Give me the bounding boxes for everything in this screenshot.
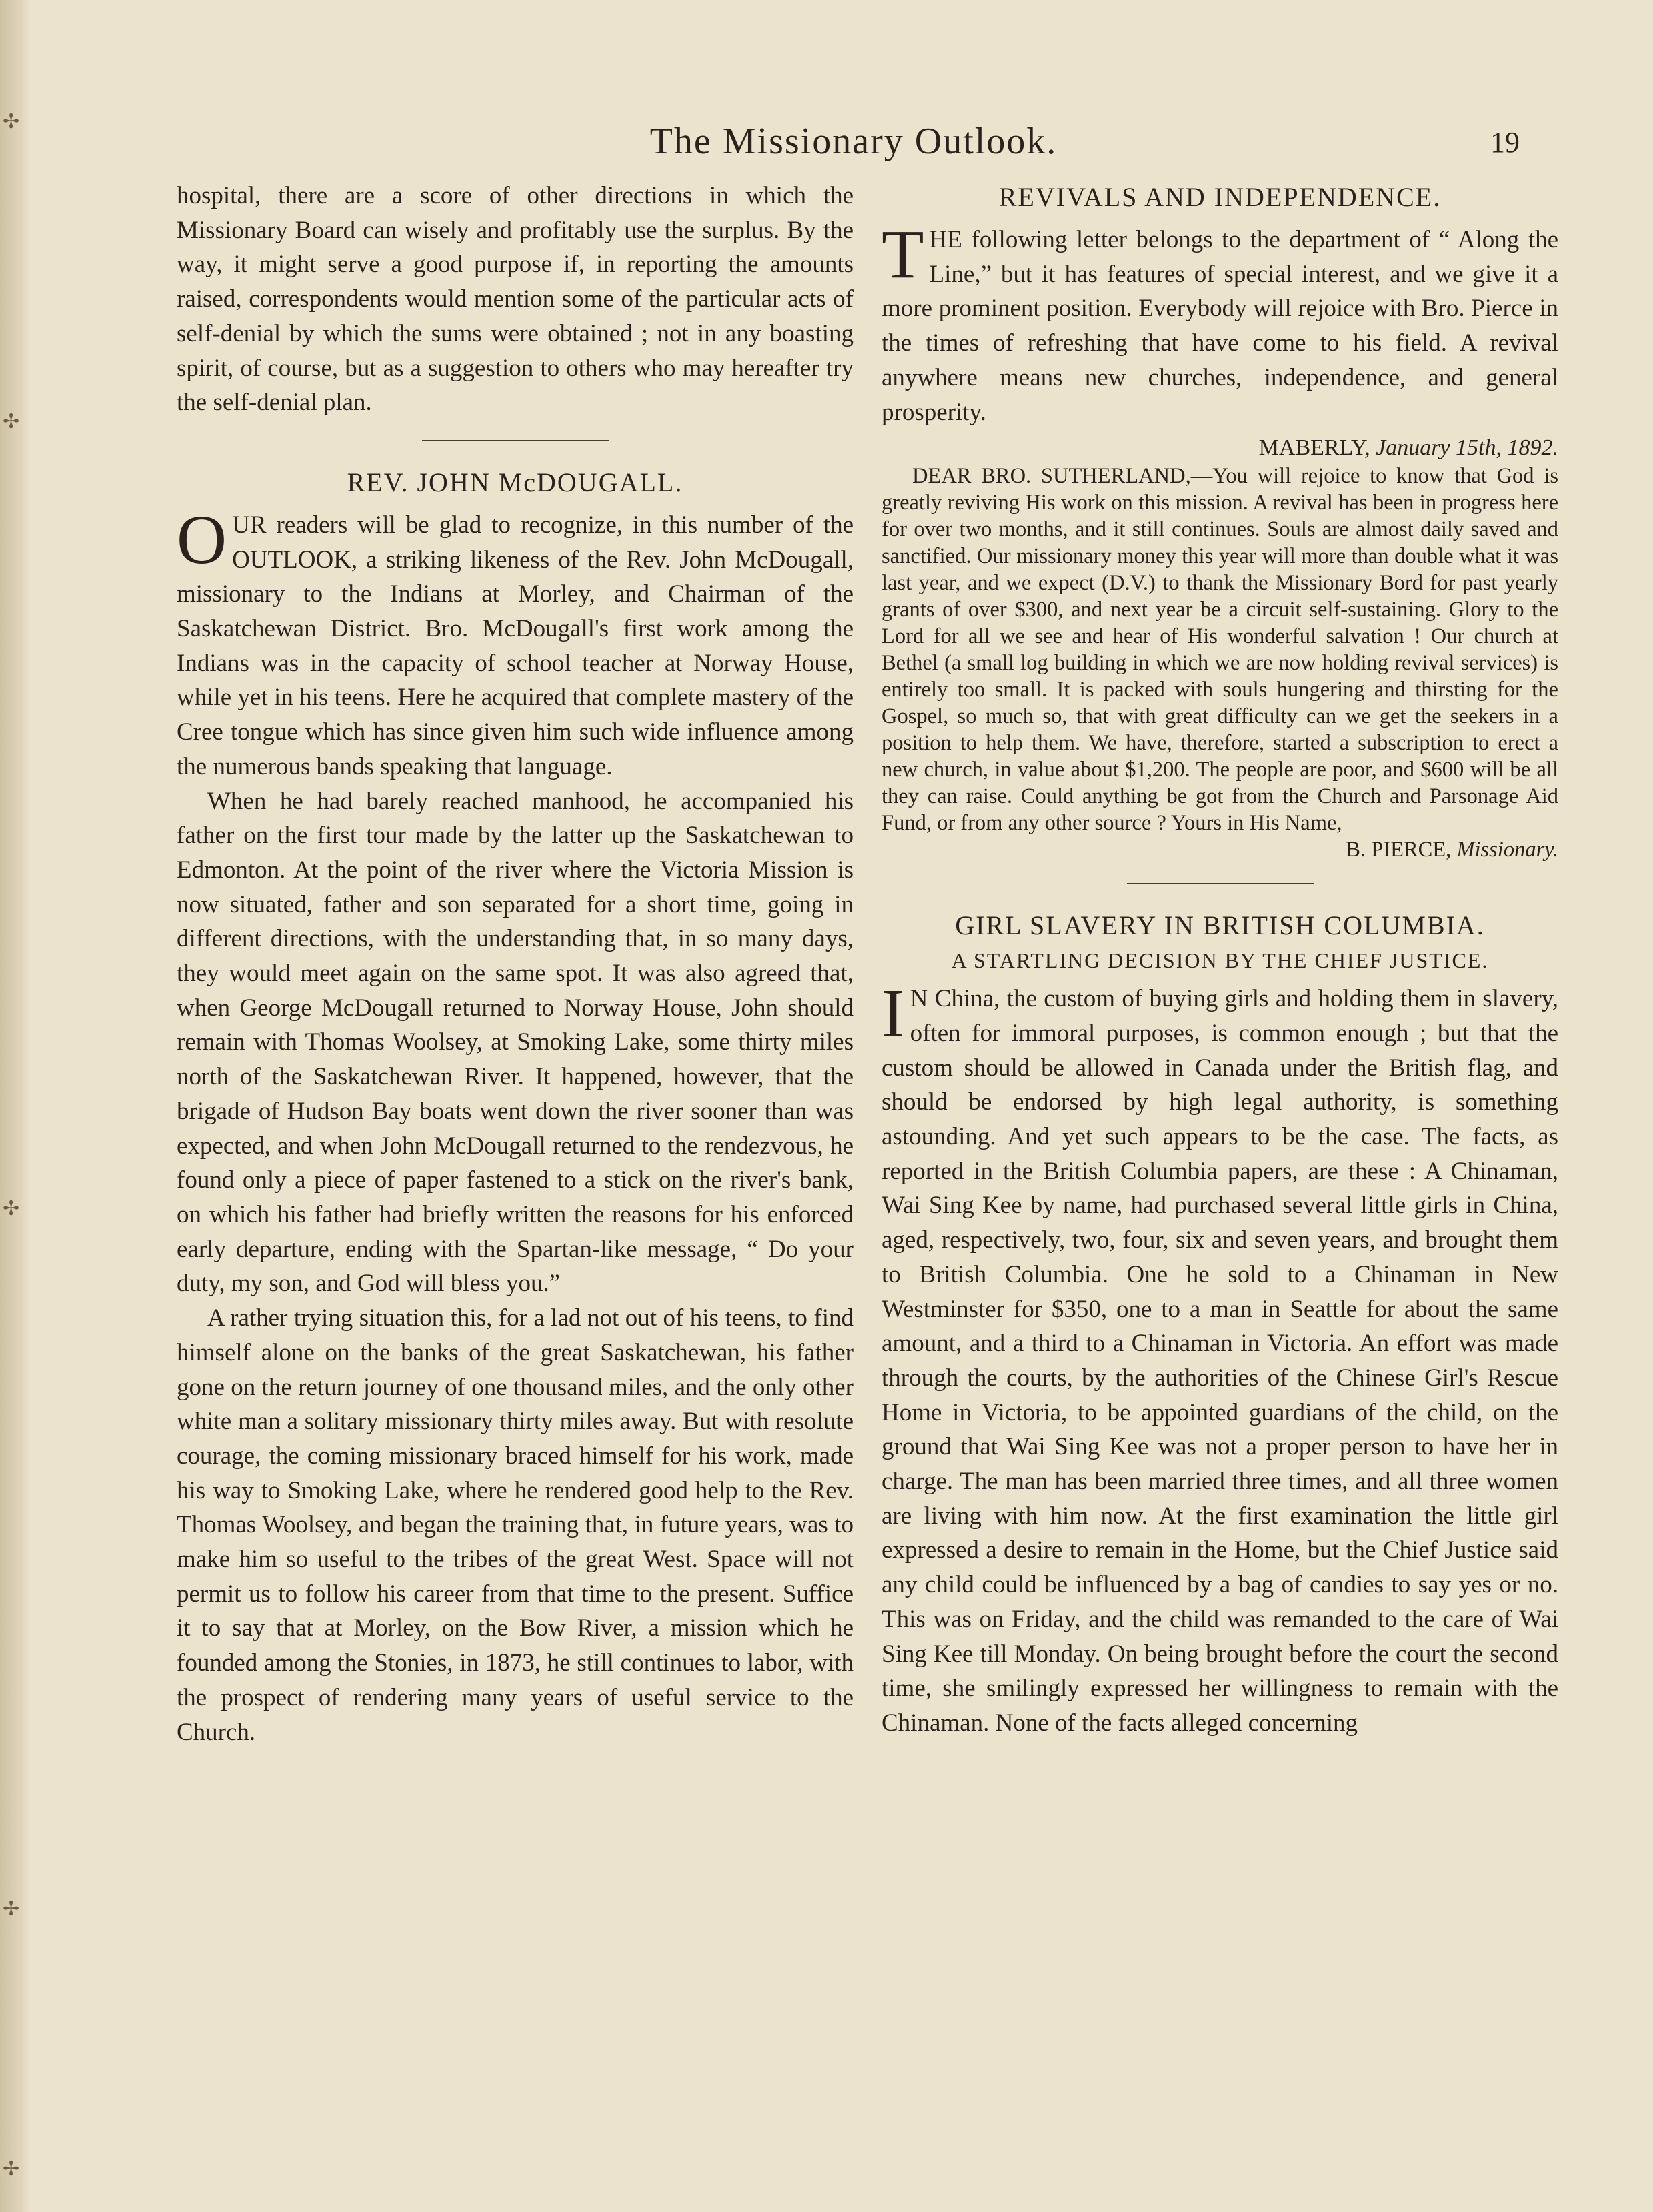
paragraph-text: readers will be glad to recognize, in this number of the OUTLOOK, a striking likeness of the Rev. John McDougall, missionary to the Indians at Morley, and Chairman of the Saskatchewan District. Bro. McDougall's first work among the Indians was in the capacity of school teacher at Norway House, while yet in his teens. Here he acquired that complete mastery of the Cree tongue which has since given him such wide influence among the numerous bands speaking that language. (177, 511, 854, 780)
section-divider (422, 440, 609, 441)
lead-caps: UR (232, 511, 267, 539)
mcdougall-paragraph-3: A rather trying situation this, for a lad not out of his teens, to find himself alone on the banks of the great Saskatchewan, his father gone on the return journey of one thousand miles, and the only other white man a solitary missionary thirty miles away. But with resolute courage, the coming missionary braced himself for his work, made his way to Smoking Lake, where he rendered good help to the Rev. Thomas Woolsey, and began the training that, in future years, was to make him so useful to the tribes of the great West. Space will not permit us to follow his career from that time to the present. Suffice it to say that at Morley, on the Bow River, a mission which he founded among the Stonies, in 1873, he still continues to labor, with the prospect of rendering many years of useful service to the Church. (177, 1304, 854, 1746)
page-header (173, 120, 1534, 167)
journal-title: The Missionary Outlook. (649, 121, 1058, 162)
revivals-intro (882, 216, 1558, 429)
drop-cap: T (882, 216, 924, 293)
continued-paragraph: hospital, there are a score of other directions in which the Missionary Board can wisely and profitably use the surplus. By the way, it might serve a good purpose if, in reporting the amounts raised, correspondents would mention some of the particular acts of self-denial by which the sums were obtained ; not in any boasting spirit, of course, but as a suggestion to others who may hereafter try the self-denial plan. (177, 182, 854, 417)
paragraph-text: following letter belongs to the department of “ Along the Line,” but it has features of special interest, and we give it a more prominent position. Everybody will rejoice with Bro. Pierce in the times of refreshing that have come to his field. A revival anywhere means new churches, independence, and general prosperity. (882, 226, 1558, 426)
mcdougall-paragraph-1 (177, 501, 854, 784)
right-column (882, 179, 1558, 1741)
letter-text: —You will rejoice to know that God is greatly reviving His work on this mission. A revival has been in progress here for over two months, and it still continues. Souls are almost daily saved and sanctified. Our missionary money this year will more than double what it was last year, and we expect (D.V.) to thank the Missionary Bord for past yearly grants of over $300, and next year be a circuit self-sustaining. Glory to the Lord for all we see and hear of His wonderful salvation ! Our church at Bethel (a small log building in which we are now holding revival services) is entirely too small. It is packed with souls hungering and thirsting for the Gospel, so much so, that with great difficulty can we get the seekers in a position to help them. We have, therefore, started a subscription to erect a new church, in value about $1,200. The people are poor, and $600 will be all they can raise. Could anything be got from the Church and Parsonage Aid Fund, or from any other source ? Yours in His Name, (882, 464, 1558, 836)
letter-signature (882, 836, 1558, 863)
section-divider (1127, 883, 1314, 884)
drop-cap: O (177, 501, 227, 578)
binding-stitch: ✢ (3, 1898, 20, 1920)
letter-dateline (882, 433, 1558, 463)
slavery-paragraph (882, 975, 1558, 1740)
page-number: 19 (1490, 126, 1520, 159)
revivals-heading: REVIVALS AND INDEPENDENCE. (998, 182, 1442, 212)
paragraph-text: China, the custom of buying girls and holding them in slavery, often for immoral purposes, is common enough ; but that the custom should be allowed in Canada under the British flag, and should be endorsed by high legal authority, is something astounding. And yet such appears to be the case. The facts, as reported in the British Columbia papers, are these : A Chinaman, Wai Sing Kee by name, had purchased several little girls in China, aged, respectively, two, four, six and seven years, and brought them to British Columbia. One he sold to a Chinaman in New Westminster for $350, one to a man in Seattle for about the same amount, and a third to a Chinaman in Victoria. An effort was made through the courts, by the authorities of the Chinese Girl's Rescue Home in Victoria, to be appointed guardians of the child, on the ground that Wai Sing Kee was not a proper person to have her in charge. The man has been married three times, and all three women are living with him now. At the first examination the little girl expressed a desire to remain in the Home, but the Chief Justice said any child could be influenced by a bag of candies to say yes or no. This was on Friday, and the child was remanded to the care of Wai Sing Kee till Monday. On being brought before the court the second time, she smilingly expressed her willingness to remain with the Chinaman. None of the facts alleged concerning (882, 985, 1558, 1737)
drop-cap: I (882, 975, 905, 1052)
binding-stitch: ✢ (3, 411, 20, 433)
dateline-date: January 15th, 1892. (1376, 435, 1558, 461)
dateline-place: MABERLY, (1258, 435, 1376, 461)
signature-title: Missionary. (1456, 838, 1558, 862)
lead-caps: HE (929, 226, 962, 253)
binding-stitch: ✢ (3, 111, 20, 133)
letter-body (882, 463, 1558, 836)
page-binding (0, 0, 31, 2212)
lead-caps: N (910, 985, 928, 1013)
letter-salutation: DEAR BRO. SUTHERLAND, (912, 464, 1191, 489)
slavery-subheading: A STARTLING DECISION BY THE CHIEF JUSTICE. (951, 948, 1489, 973)
mcdougall-paragraph-2: When he had barely reached manhood, he accompanied his father on the first tour made by the latter up the Saskatchewan to Edmonton. At the point of the river where the Victoria Mission is now situated, father and son separated for a short time, going in different directions, with the understanding that, in so many days, they would meet again on the same spot. It was also agreed that, when George McDougall returned to Norway House, John should remain with Thomas Woolsey, at Smoking Lake, some thirty miles north of the Saskatchewan River. It happened, however, that the brigade of Hudson Bay boats went down the river sooner than was expected, and when John McDougall returned to the rendezvous, he found only a piece of paper fastened to a stick on the river's bank, on which his father had briefly written the reasons for his enforced early departure, ending with the Spartan-like message, “ Do your duty, my son, and God will bless you.” (177, 787, 854, 1298)
slavery-heading: GIRL SLAVERY IN BRITISH COLUMBIA. (955, 910, 1485, 941)
binding-stitch: ✢ (3, 2158, 20, 2180)
left-column (177, 179, 854, 1749)
signature-name: B. PIERCE, (1346, 838, 1457, 862)
mcdougall-heading: REV. JOHN McDOUGALL. (347, 467, 683, 497)
binding-stitch: ✢ (3, 1198, 20, 1220)
